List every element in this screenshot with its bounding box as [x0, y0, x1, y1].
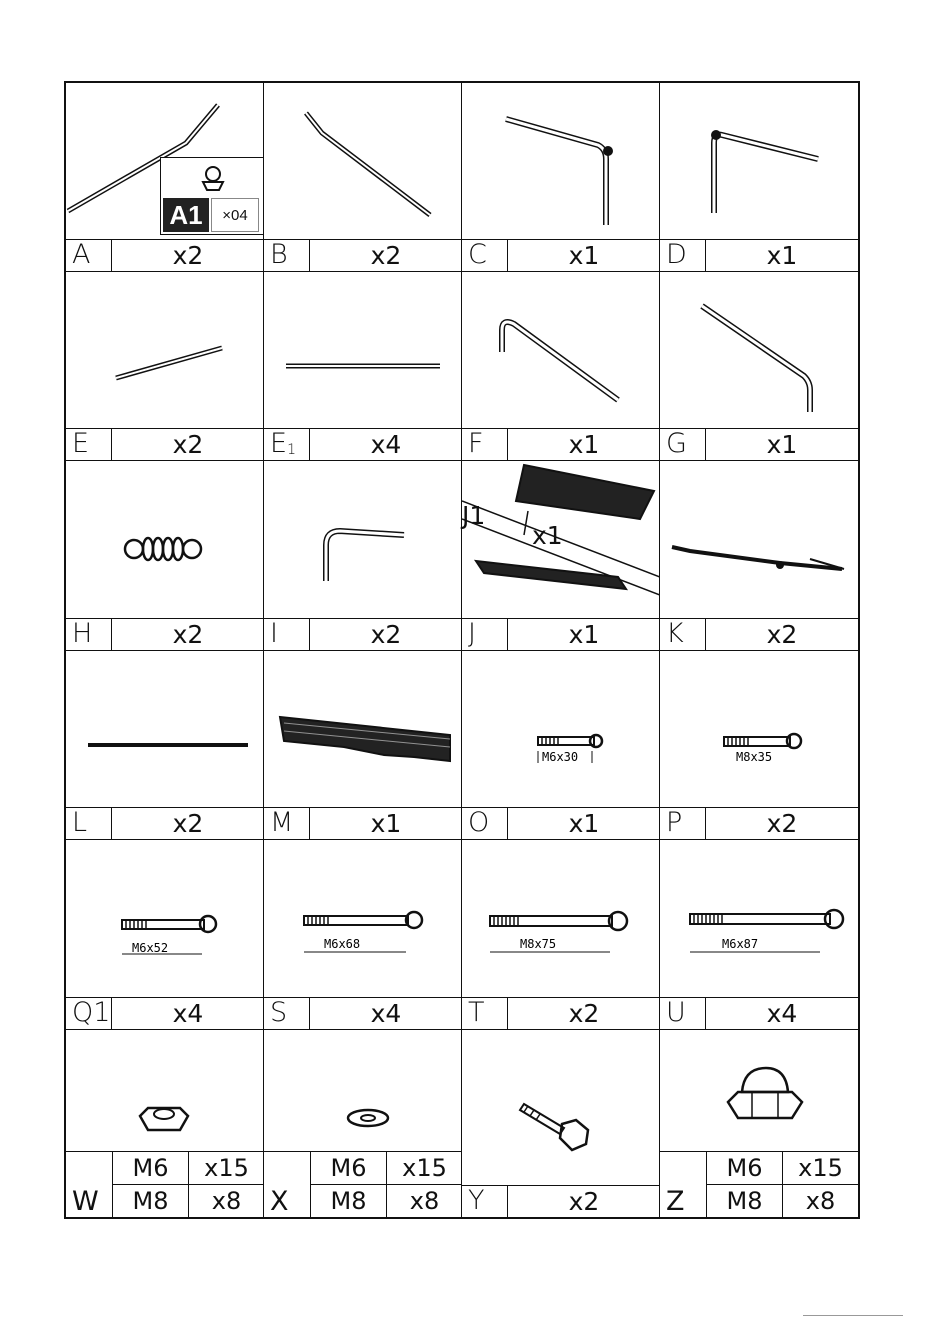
part-letter: Y [462, 1186, 508, 1217]
bolt-s-illustration [264, 840, 462, 996]
part-letter: D [660, 240, 706, 271]
part-letter: Z [666, 1186, 685, 1217]
part-label-row [462, 997, 660, 1029]
part-label-row [660, 997, 858, 1029]
part-qty: x2 [766, 809, 798, 838]
hex-nut-w-illustration [66, 1030, 264, 1150]
size-row [706, 1152, 858, 1185]
part-label-row [66, 997, 264, 1029]
bolt-q1-illustration [66, 840, 264, 996]
size-qty-table [660, 1151, 858, 1217]
page-footer-rule [803, 1315, 903, 1316]
part-cell-a [66, 83, 264, 271]
bolt-size: M6 [113, 1152, 189, 1184]
knob-bolt-y-illustration [462, 1030, 660, 1186]
part-qty: x1 [568, 241, 600, 270]
cap-nut-z-illustration [660, 1030, 858, 1150]
part-cell-j [462, 461, 660, 650]
bent-tube-f-illustration [462, 272, 660, 428]
part-letter: E [66, 429, 112, 460]
part-letter: O [462, 808, 508, 839]
bolt-dimension: M6x68 [324, 937, 361, 951]
part-letter: Q1 [66, 998, 112, 1029]
part-label-row [660, 428, 858, 460]
part-cell-t [462, 840, 660, 1029]
part-label-row [660, 807, 858, 839]
part-cell-k [660, 461, 858, 650]
part-cell-d [660, 83, 858, 271]
part-qty: x1 [568, 809, 600, 838]
part-letter: X [270, 1186, 289, 1217]
end-cap-icon [197, 164, 229, 194]
part-letter: P [660, 808, 706, 839]
size-qty: x15 [402, 1154, 447, 1182]
part-letter: H [66, 619, 112, 650]
part-qty: x1 [370, 809, 402, 838]
part-qty: x2 [568, 999, 600, 1028]
part-label-row [264, 997, 462, 1029]
inset-qty: ×04 [211, 198, 259, 232]
part-qty: x4 [370, 430, 402, 459]
cross-bar-e1-illustration [264, 272, 462, 428]
part-letter: C [462, 240, 508, 271]
size-row [706, 1185, 858, 1218]
size-row [112, 1152, 264, 1185]
bolt-u-illustration [660, 840, 858, 996]
part-qty: x1 [568, 620, 600, 649]
part-letter: T [462, 998, 508, 1029]
size-qty-table [264, 1151, 462, 1217]
part-qty: x2 [370, 241, 402, 270]
bolt-size: M8 [311, 1185, 387, 1218]
part-qty: x1 [766, 430, 798, 459]
part-label-row [462, 428, 660, 460]
part-label-row [264, 618, 462, 650]
net-m-illustration [264, 651, 462, 807]
part-cell-o [462, 651, 660, 839]
washer-x-illustration [264, 1030, 462, 1150]
part-qty: x2 [172, 809, 204, 838]
part-qty: x4 [766, 999, 798, 1028]
part-label-row [462, 618, 660, 650]
size-qty: x15 [798, 1154, 843, 1182]
bolt-dimension: M8x75 [520, 937, 557, 951]
part-letter: J [462, 619, 508, 650]
bolt-size: M8 [707, 1185, 783, 1218]
part-qty: x2 [568, 1187, 600, 1216]
part-cell-u [660, 840, 858, 1029]
bolt-dimension: M8x35 [736, 750, 773, 764]
part-letter: I [264, 619, 310, 650]
part-label-row [660, 618, 858, 650]
part-cell-m [264, 651, 462, 839]
part-cell-c [462, 83, 660, 271]
bolt-t-illustration [462, 840, 660, 996]
bolt-dimension: M6x87 [722, 937, 759, 951]
part-letter: M [264, 808, 310, 839]
part-letter: W [72, 1186, 99, 1217]
part-cell-e1 [264, 272, 462, 460]
frame-tube-b-illustration [264, 83, 462, 239]
size-row [310, 1152, 462, 1185]
parts-list-sheet [64, 81, 860, 1219]
bolt-dimension: M6x52 [132, 941, 169, 955]
part-label-row [264, 239, 462, 271]
part-letter: B [264, 240, 310, 271]
part-label-row [264, 428, 462, 460]
part-qty: x2 [766, 620, 798, 649]
cross-bar-e-illustration [66, 272, 264, 428]
part-label-row [660, 239, 858, 271]
part-letter: E1 [264, 429, 310, 460]
bolt-size: M8 [113, 1185, 189, 1218]
bolt-size: M6 [707, 1152, 783, 1184]
part-letter: U [660, 998, 706, 1029]
part-letter: S [264, 998, 310, 1029]
bent-tube-g-illustration [660, 272, 858, 428]
part-cell-l [66, 651, 264, 839]
part-qty: x2 [172, 620, 204, 649]
part-label-row [462, 239, 660, 271]
part-letter: G [660, 429, 706, 460]
part-label-row [264, 807, 462, 839]
part-label-row [66, 428, 264, 460]
part-cell-y [462, 1030, 660, 1217]
part-cell-i [264, 461, 462, 650]
part-qty: x1 [766, 241, 798, 270]
part-cell-q1 [66, 840, 264, 1029]
part-cell-z [660, 1030, 858, 1217]
part-qty: x2 [172, 430, 204, 459]
bolt-dimension: M6x30 [542, 750, 579, 764]
part-cell-x [264, 1030, 462, 1217]
part-letter: F [462, 429, 508, 460]
part-cell-w [66, 1030, 264, 1217]
part-label-row [66, 239, 264, 271]
part-letter: K [660, 619, 706, 650]
bolt-p-illustration [660, 651, 858, 807]
bent-frame-c-illustration [462, 83, 660, 239]
part-cell-f [462, 272, 660, 460]
size-qty: x15 [204, 1154, 249, 1182]
bent-frame-d-illustration [660, 83, 858, 239]
part-cell-g [660, 272, 858, 460]
part-cell-e [66, 272, 264, 460]
part-letter: L [66, 808, 112, 839]
inset-qty: x1 [532, 521, 563, 550]
part-cell-b [264, 83, 462, 271]
bolt-size: M6 [311, 1152, 387, 1184]
size-row [112, 1185, 264, 1218]
rod-l-illustration [66, 651, 264, 807]
part-qty: x1 [568, 430, 600, 459]
part-label-row [66, 618, 264, 650]
size-qty: x8 [211, 1187, 242, 1215]
part-cell-h [66, 461, 264, 650]
l-bracket-i-illustration [264, 461, 462, 617]
inset-tag: A1 [163, 198, 209, 232]
size-qty: x8 [805, 1187, 836, 1215]
part-qty: x4 [370, 999, 402, 1028]
part-letter: A [66, 240, 112, 271]
hardware-inset-a1 [160, 157, 264, 235]
part-label-row [462, 1185, 660, 1217]
part-cell-s [264, 840, 462, 1029]
spring-h-illustration [66, 461, 264, 617]
rod-k-illustration [660, 461, 858, 617]
size-qty: x8 [409, 1187, 440, 1215]
part-qty: x2 [370, 620, 402, 649]
part-qty: x4 [172, 999, 204, 1028]
bolt-o-illustration [462, 651, 660, 807]
part-qty: x2 [172, 241, 204, 270]
part-label-row [66, 807, 264, 839]
part-label-row [462, 807, 660, 839]
inset-tag: J1 [462, 501, 486, 530]
part-cell-p [660, 651, 858, 839]
size-qty-table [66, 1151, 264, 1217]
size-row [310, 1185, 462, 1218]
